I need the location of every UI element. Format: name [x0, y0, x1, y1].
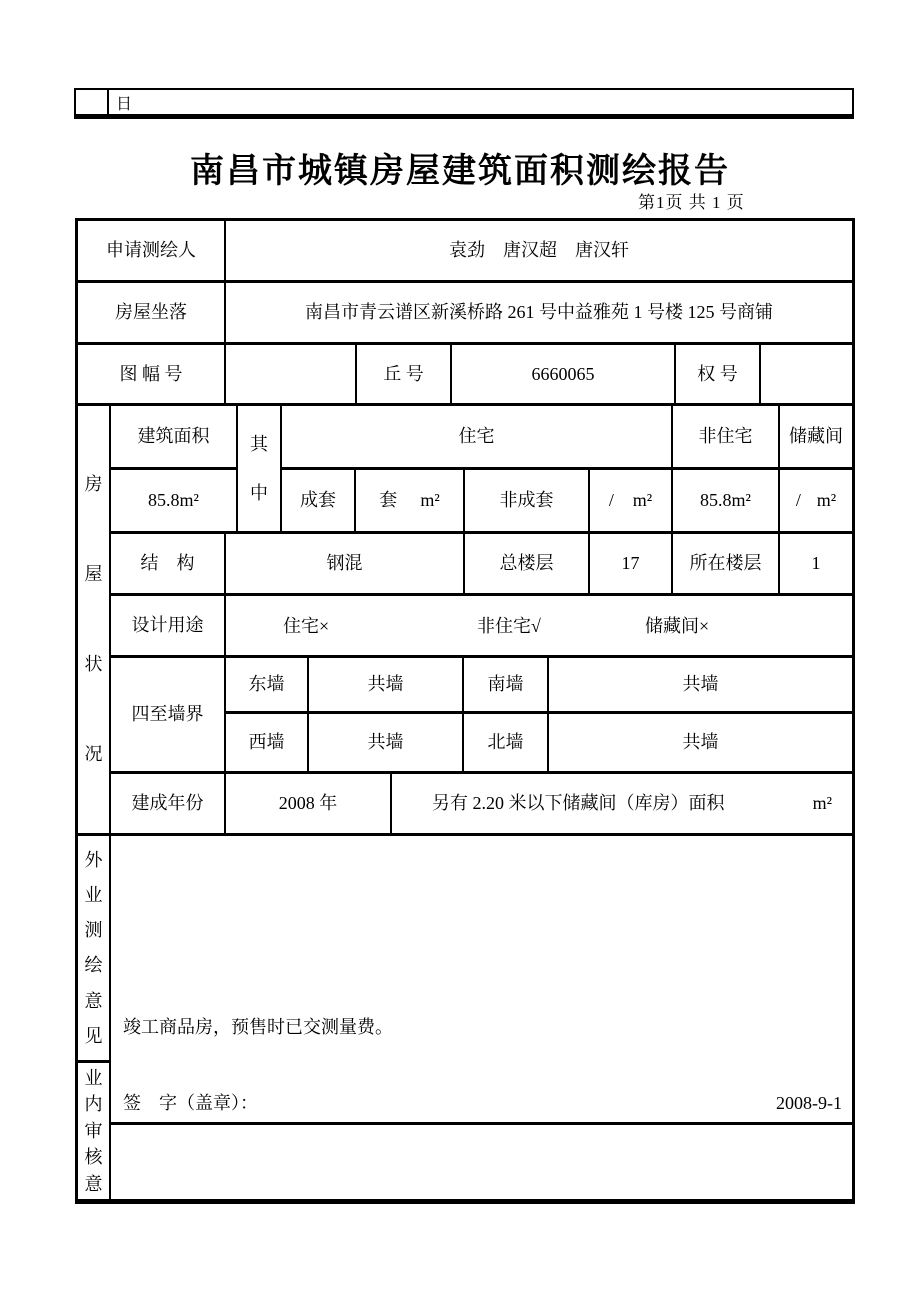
house-status-char: 况	[84, 744, 103, 765]
west-wall-label-cell: 西墙	[226, 714, 309, 774]
quan-no-label-cell: 权 号	[676, 345, 761, 406]
page-title: 南昌市城镇房屋建筑面积测绘报告	[190, 153, 730, 190]
field-survey-char: 绘	[84, 955, 103, 976]
location-value-cell: 南昌市青云谱区新溪桥路 261 号中益雅苑 1 号楼 125 号商铺	[226, 283, 852, 345]
extra-storage-cell	[392, 774, 852, 836]
house-status-char: 屋	[84, 564, 103, 585]
house-status-char: 状	[84, 654, 103, 675]
quan-no-value-cell	[761, 345, 852, 406]
feichengtao-unit: m²	[632, 490, 653, 511]
residential-header-cell: 住宅	[282, 406, 673, 470]
north-wall-label-cell: 北墙	[464, 714, 549, 774]
storage-header-cell: 储藏间	[780, 406, 852, 470]
sign-label: 签 字（盖章）：	[123, 1092, 258, 1113]
feichengtao-value: /	[608, 490, 614, 511]
extra-storage-unit: m²	[812, 793, 832, 814]
design-use-options-cell	[226, 596, 852, 658]
building-area-value-cell: 85.8m²	[111, 470, 238, 534]
field-survey-char: 业	[84, 884, 103, 905]
design-use-option-non-residential: 非住宅√	[477, 615, 541, 636]
chengtao-cell: 成套	[282, 470, 356, 534]
non-residential-header-cell: 非住宅	[673, 406, 780, 470]
among-cell	[238, 406, 282, 534]
report-table	[75, 218, 855, 1204]
storage-value-cell	[780, 470, 852, 534]
house-status-section-label	[78, 406, 111, 836]
total-floors-value-cell: 17	[590, 534, 673, 596]
field-survey-char: 见	[84, 1025, 103, 1046]
field-survey-char: 外	[84, 849, 103, 870]
west-wall-value-cell: 共墙	[309, 714, 464, 774]
office-review-char: 业	[84, 1067, 103, 1088]
floor-value-cell: 1	[780, 534, 852, 596]
structure-value-cell: 钢混	[226, 534, 465, 596]
building-area-label-cell: 建筑面积	[111, 406, 238, 470]
tao-label: 套	[379, 490, 398, 511]
south-wall-label-cell: 南墙	[464, 658, 549, 714]
storage-value: /	[795, 490, 801, 511]
office-review-content-cell	[111, 1063, 852, 1199]
sign-date: 2008-9-1	[776, 1092, 842, 1113]
office-review-char: 审	[84, 1120, 103, 1141]
qiu-no-value-cell: 6660065	[452, 345, 676, 406]
east-wall-value-cell: 共墙	[309, 658, 464, 714]
map-no-value-cell	[226, 345, 357, 406]
applicant-value-cell: 袁劲 唐汉超 唐汉轩	[226, 221, 852, 283]
tao-unit-cell	[356, 470, 465, 534]
top-strip-text: 日	[116, 95, 133, 113]
top-strip-stub-cell	[76, 90, 109, 114]
office-review-char: 意	[84, 1173, 103, 1194]
top-strip-text-cell	[109, 90, 852, 114]
among-char: 中	[250, 482, 268, 503]
year-built-value-cell: 2008 年	[226, 774, 392, 836]
design-use-label-cell: 设计用途	[111, 596, 226, 658]
page-number-note: 第1页 共 1 页	[638, 193, 745, 212]
field-survey-char: 意	[84, 990, 103, 1011]
total-floors-label-cell: 总楼层	[465, 534, 590, 596]
qiu-no-label-cell: 丘 号	[357, 345, 452, 406]
office-review-char: 核	[84, 1147, 103, 1168]
design-use-option-residential: 住宅×	[283, 615, 330, 636]
office-review-section-label	[78, 1063, 111, 1199]
applicant-label-cell: 申请测绘人	[78, 221, 226, 283]
storage-unit: m²	[816, 490, 837, 511]
top-strip-box	[74, 88, 854, 119]
floor-label-cell: 所在楼层	[673, 534, 780, 596]
field-survey-comment: 竣工商品房，预售时已交测量费。	[123, 1017, 393, 1037]
north-wall-value-cell: 共墙	[549, 714, 852, 774]
south-wall-value-cell: 共墙	[549, 658, 852, 714]
extra-storage-label: 另有 2.20 米以下储藏间（库房）面积	[432, 793, 725, 814]
non-residential-value-cell: 85.8m²	[673, 470, 780, 534]
house-status-char: 房	[84, 474, 103, 495]
office-review-char: 内	[84, 1094, 103, 1115]
feichengtao-value-cell	[590, 470, 673, 534]
feichengtao-cell: 非成套	[465, 470, 590, 534]
among-char: 其	[250, 433, 268, 454]
walls-label-cell: 四至墙界	[111, 658, 226, 774]
design-use-option-storage: 储藏间×	[645, 615, 710, 636]
map-no-label-cell: 图 幅 号	[78, 345, 226, 406]
field-survey-char: 测	[84, 920, 103, 941]
location-label-cell: 房屋坐落	[78, 283, 226, 345]
tao-unit: m²	[420, 490, 440, 511]
east-wall-label-cell: 东墙	[226, 658, 309, 714]
year-built-label-cell: 建成年份	[111, 774, 226, 836]
field-survey-section-label	[78, 836, 111, 1063]
structure-label-cell: 结 构	[111, 534, 226, 596]
